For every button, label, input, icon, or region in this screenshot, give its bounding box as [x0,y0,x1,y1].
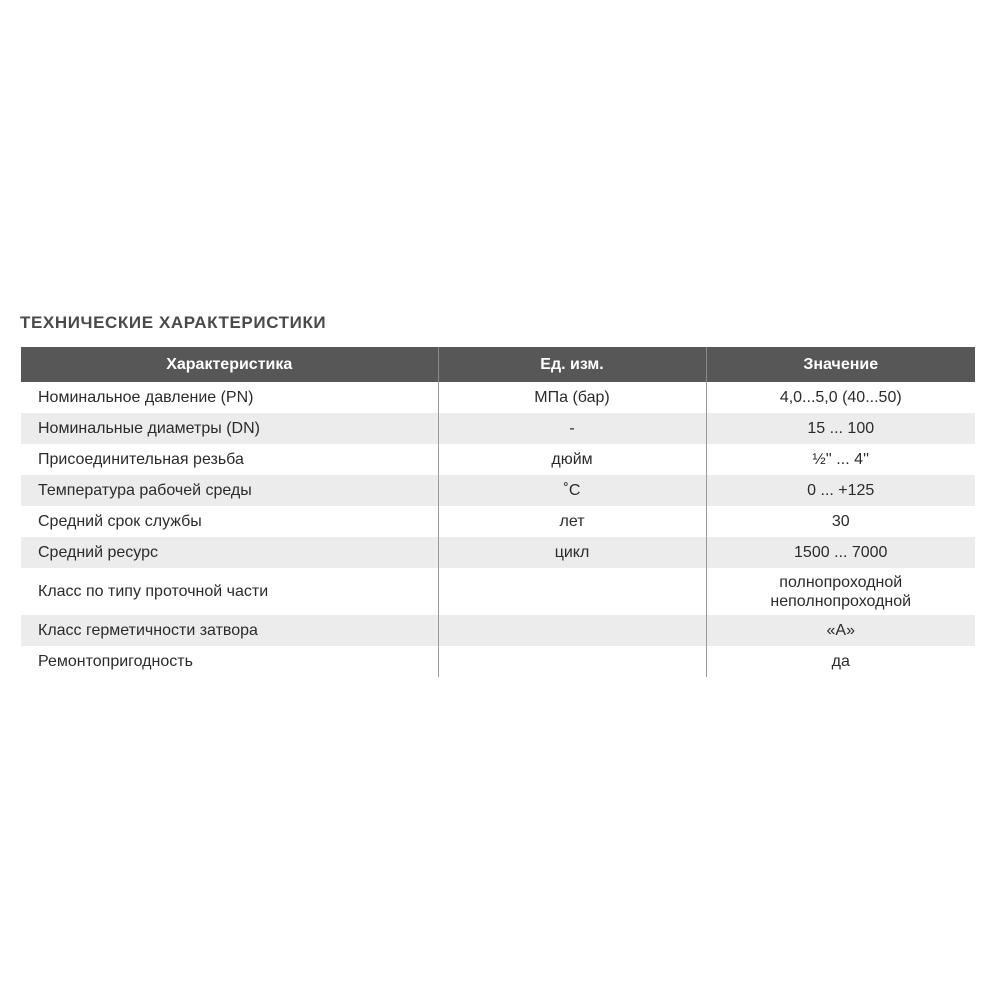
row-unit [438,646,706,677]
row-value-line: 30 [831,513,850,530]
section-title: ТЕХНИЧЕСКИЕ ХАРАКТЕРИСТИКИ [20,313,327,332]
row-name: Класс по типу проточной части [38,582,269,600]
row-value-line: 4,0...5,0 (40...50) [779,389,902,406]
table-row [21,475,975,506]
table-header-row [21,347,975,382]
row-value [706,444,975,475]
row-value [706,646,975,677]
row-value-line: 0 ... +125 [807,482,875,499]
row-value [706,475,975,506]
row-unit: ˚С [438,475,706,506]
row-value [706,615,975,646]
table-row [21,568,975,615]
row-name: Номинальное давление (PN) [38,388,254,406]
row-value-line: 15 ... 100 [807,420,875,437]
row-value [706,568,975,615]
table-row [21,537,975,568]
row-value [706,413,975,444]
row-unit [438,568,706,615]
table-row [21,382,975,413]
column-header-value: Значение [706,347,975,382]
table-row [21,506,975,537]
table-row [21,646,975,677]
table-row [21,444,975,475]
row-name: Номинальные диаметры (DN) [21,413,438,444]
row-unit [438,615,706,646]
row-value-line: ½'' ... 4'' [812,451,870,468]
row-value-line: да [831,653,850,670]
row-name: Средний ресурс [21,537,438,568]
row-value [706,506,975,537]
row-unit: лет [438,506,706,537]
row-value-line: полнопроходной [779,573,903,591]
row-value [706,537,975,568]
column-header-characteristic: Характеристика [21,347,438,382]
specs-table [21,347,975,677]
row-name: Ремонтопригодность [38,652,193,670]
column-header-unit: Ед. изм. [438,347,706,382]
row-unit: дюйм [438,444,706,475]
row-unit: цикл [438,537,706,568]
row-value-line: «А» [826,622,855,639]
row-name: Класс герметичности затвора [21,615,438,646]
table-row [21,413,975,444]
row-name: Присоединительная резьба [38,450,244,468]
table-row [21,615,975,646]
row-value [706,382,975,413]
row-name: Температура рабочей среды [21,475,438,506]
row-value-line: неполнопроходной [770,592,912,610]
row-unit: МПа (бар) [438,382,706,413]
row-unit: - [438,413,706,444]
row-value-line: 1500 ... 7000 [794,544,888,561]
row-name: Средний срок службы [38,512,202,530]
